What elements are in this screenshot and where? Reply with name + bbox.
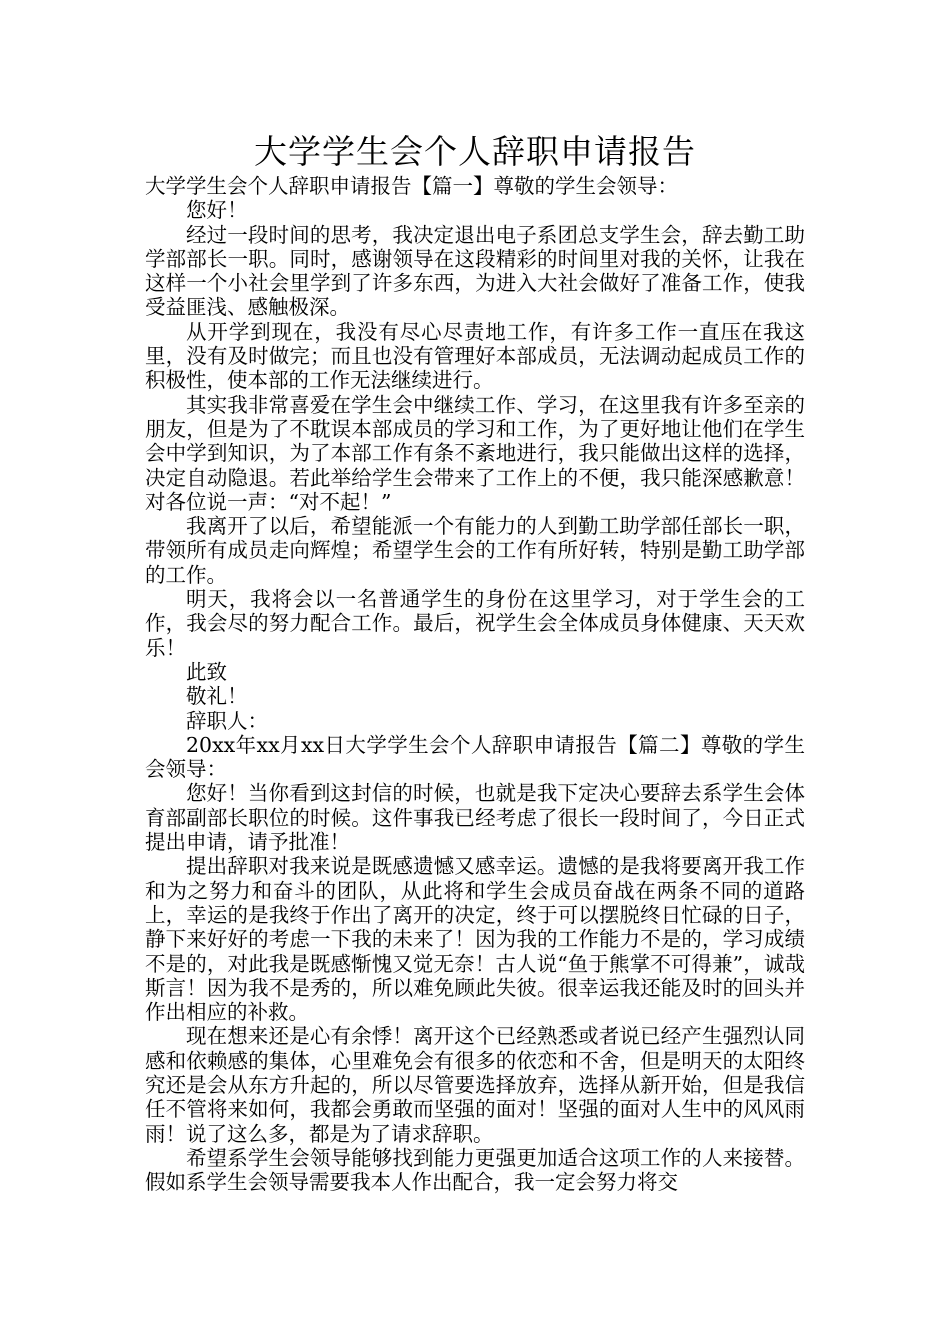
document-title: 大学学生会个人辞职申请报告 [254, 132, 696, 171]
closing-regards: 敬礼！ [186, 684, 248, 709]
paragraph: 经过一段时间的思考，我决定退出电子系团总支学生会，辞去勤工助学部部长一职。同时，感谢领导在这段精彩的时间里对我的关怀，让我在这样一个小社会里学到了许多东西，为进入大社会做好了准备工作，使我受益匪浅、感触极深。 [145, 222, 805, 320]
paragraph: 我离开了以后，希望能派一个有能力的人到勤工助学部任部长一职，带领所有成员走向辉煌；希望学生会的工作有所好转，特别是勤工助学部的工作。 [145, 514, 805, 587]
paragraph: 您好！当你看到这封信的时候，也就是我下定决心要辞去系学生会体育部副部长职位的时候。这件事我已经考虑了很长一段时间了，今日正式提出申请，请予批准！ [145, 781, 805, 855]
paragraph: 从开学到现在，我没有尽心尽责地工作，有许多工作一直压在我这里，没有及时做完；而且也没有管理好本部成员，无法调动起成员工作的积极性，使本部的工作无法继续进行。 [145, 319, 805, 393]
paragraph: 现在想来还是心有余悸！离开这个已经熟悉或者说已经产生强烈认同感和依赖感的集体，心里难免会有很多的依恋和不舍，但是明天的太阳终究还是会从东方升起的，所以尽管要选择放弃，选择从新开始，但是我信任不管将来如何，我都会勇敢而坚强的面对！坚强的面对人生中的风风雨雨！说了这么多，都是为了请求辞职。 [145, 1024, 805, 1146]
document-page [145, 130, 805, 1194]
paragraph: 希望系学生会领导能够找到能力更强更加适合这项工作的人来接替。假如系学生会领导需要我本人作出配合，我一定会努力将交 [145, 1145, 805, 1195]
paragraph: 20xx年xx月xx日大学学生会个人辞职申请报告【篇二】尊敬的学生会领导： [145, 732, 805, 782]
paragraph: 其实我非常喜爱在学生会中继续工作、学习，在这里我有许多至亲的朋友，但是为了不耽误本部成员的学习和工作，为了更好地让他们在学生会中学到知识，为了本部工作有条不紊地进行，我只能做出这样的选择，决定自动隐退。若此举给学生会带来了工作上的不便，我只能深感歉意！对各位说一声：“对不起！” [145, 392, 805, 514]
paragraph: 大学学生会个人辞职申请报告【篇一】尊敬的学生会领导： [145, 174, 678, 198]
closing-salutation: 此致 [186, 659, 227, 684]
paragraph: 您好！ [186, 198, 248, 223]
paragraph: 提出辞职对我来说是既感遗憾又感幸运。遗憾的是我将要离开我工作和为之努力和奋斗的团队，从此将和学生会成员奋战在两条不同的道路上，幸运的是我终于作出了离开的决定，终于可以摆脱终日忙碌的日子，静下来好好的考虑一下我的未来了！因为我的工作能力不是的，学习成绩不是的，对此我是既感惭愧又觉无奈！古人说“鱼于熊掌不可得兼”，诚哉斯言！因为我不是秀的，所以难免顾此失彼。很幸运我还能及时的回头并作出相应的补救。 [145, 854, 805, 1025]
document-body [145, 174, 805, 1194]
paragraph: 明天，我将会以一名普通学生的身份在这里学习，对于学生会的工作，我会尽的努力配合工作。最后，祝学生会全体成员身体健康、天天欢乐！ [145, 587, 805, 660]
resigner-label: 辞职人： [186, 708, 268, 733]
